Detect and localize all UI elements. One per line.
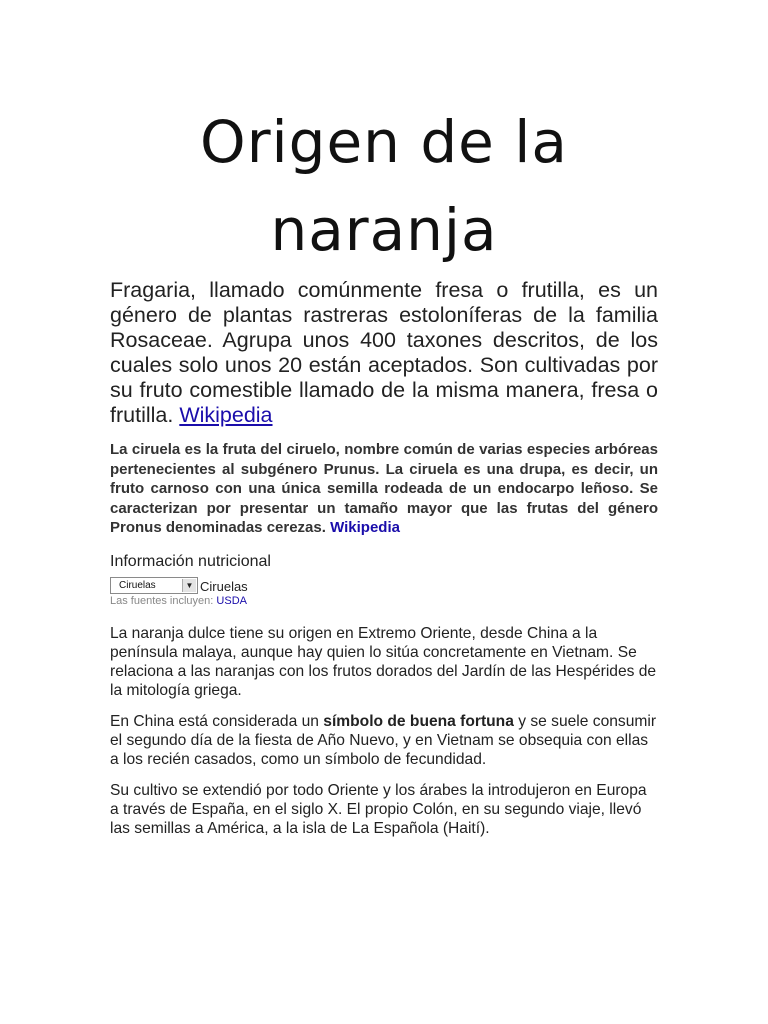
ciruela-wikipedia-link[interactable]: Wikipedia bbox=[330, 519, 400, 537]
fragaria-paragraph bbox=[110, 278, 658, 428]
china-text-after: y se suele consumir el segundo día de la fiesta de Año Nuevo, y en Vietnam se obsequia con ellas a los recién casados, como un símbolo de fecundidad. bbox=[110, 712, 657, 768]
nutrition-row bbox=[110, 574, 658, 594]
sources-prefix: Las fuentes incluyen: bbox=[110, 594, 214, 607]
ciruela-paragraph bbox=[110, 440, 658, 538]
nutrition-value-label: Ciruelas bbox=[200, 578, 248, 594]
usda-link[interactable]: USDA bbox=[216, 594, 247, 607]
fragaria-text: Fragaria, llamado comúnmente fresa o frutilla, es un género de plantas rastreras estoloníferas de la familia Rosaceae. Agrupa unos 400 taxones descritos, de los cuales solo unos 20 están aceptados. Son cultivadas por su fruto comestible llamado de la misma manera, fresa o frutilla. bbox=[110, 278, 658, 427]
origin-paragraph: La naranja dulce tiene su origen en Extremo Oriente, desde China a la península malaya, aunque hay quien lo sitúa concretamente en Vietnam. Se relaciona a las naranjas con los frutos dorados del Jardín de las Hespérides de la mitología griega. bbox=[110, 624, 657, 699]
fruit-select-value: Ciruelas bbox=[119, 579, 156, 591]
fragaria-wikipedia-link[interactable]: Wikipedia bbox=[179, 403, 273, 427]
china-paragraph bbox=[110, 712, 658, 769]
ciruela-text: La ciruela es la fruta del ciruelo, nombre común de varias especies arbóreas pertenecientes al subgénero Prunus. La ciruela es una drupa, es decir, un fruto carnoso con una única semilla rodeada de un endocarpo leñoso. Se caracterizan por presentar un tamaño mayor que las frutas del género Pronus denominadas cerezas. bbox=[110, 441, 658, 537]
nutrition-heading: Información nutricional bbox=[110, 552, 271, 570]
chevron-down-icon[interactable]: ▼ bbox=[182, 579, 196, 592]
nutrition-sources bbox=[110, 594, 658, 608]
page-title: Origen de la naranja bbox=[200, 108, 568, 264]
china-text-bold: símbolo de buena fortuna bbox=[323, 712, 514, 730]
document-page bbox=[110, 0, 658, 838]
fruit-select[interactable] bbox=[110, 577, 198, 594]
cultivation-paragraph: Su cultivo se extendió por todo Oriente y los árabes la introdujeron en Europa a través de España, en el siglo X. El propio Colón, en su segundo viaje, llevó las semillas a América, a la isla de La Española (Haití). bbox=[110, 781, 647, 837]
china-text-before: En China está considerada un bbox=[110, 712, 319, 730]
